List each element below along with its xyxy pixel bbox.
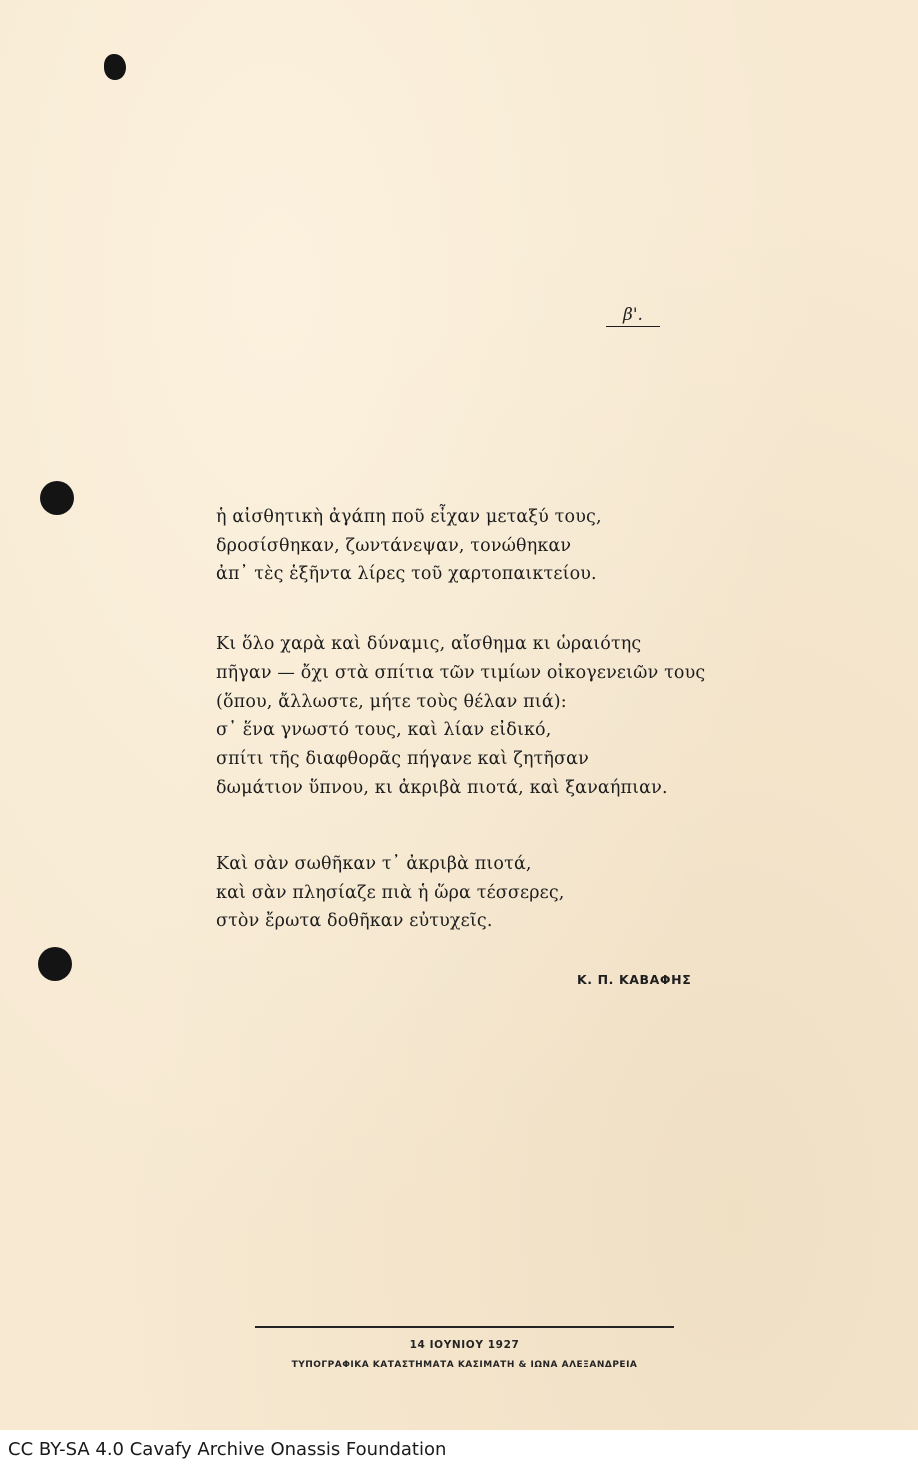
- footer-date: 14 ΙΟΥΝΙΟΥ 1927: [409, 1339, 520, 1351]
- poem-line: Κι ὅλο χαρὰ καὶ δύναμις, αἴσθημα κι ὡραιότης: [216, 634, 642, 654]
- license-credit: CC BY-SA 4.0 Cavafy Archive Onassis Foundation: [8, 1439, 447, 1460]
- footer-printer: ΤΥΠΟΓΡΑΦΙΚΑ ΚΑΤΑΣΤΗΜΑΤΑ ΚΑΣΙΜΑΤΗ & ΙΩΝΑ ΑΛΕΞΑΝΔΡΕΙΑ: [291, 1360, 638, 1370]
- poem-line: στὸν ἔρωτα δοθῆκαν εὐτυχεῖς.: [216, 911, 493, 931]
- footer-rule: [255, 1326, 674, 1328]
- punch-hole: [40, 481, 74, 515]
- poem-line: καὶ σὰν πλησίαζε πιὰ ἡ ὥρα τέσσερες,: [216, 883, 565, 903]
- poem-line: δροσίσθηκαν, ζωντάνεψαν, τονώθηκαν: [216, 536, 572, 556]
- poem-line: σπίτι τῆς διαφθορᾶς πήγανε καὶ ζητῆσαν: [216, 749, 589, 769]
- poem-line: δωμάτιον ὕπνου, κι ἀκριβὰ πιοτά, καὶ ξαναήπιαν.: [216, 778, 668, 798]
- poem-line: (ὅπου, ἄλλωστε, μήτε τοὺς θέλαν πιά):: [216, 692, 567, 712]
- poem-line: Καὶ σὰν σωθῆκαν τ᾿ ἀκριβὰ πιοτά,: [216, 854, 532, 874]
- author-signature: Κ. Π. ΚΑΒΑΦΗΣ: [577, 972, 692, 987]
- punch-hole: [38, 947, 72, 981]
- poem-line: ἀπ᾿ τὲς ἑξῆντα λίρες τοῦ χαρτοπαικτείου.: [216, 564, 597, 584]
- poem-line: ἡ αἰσθητικὴ ἀγάπη ποῦ εἶχαν μεταξύ τους,: [216, 507, 602, 527]
- page-mark: β'.: [606, 306, 660, 327]
- poem-line: πῆγαν — ὄχι στὰ σπίτια τῶν τιμίων οἰκογενειῶν τους: [216, 663, 706, 683]
- poem-line: σ᾿ ἕνα γνωστό τους, καὶ λίαν εἰδικό,: [216, 720, 552, 740]
- punch-hole-mark: [104, 54, 126, 80]
